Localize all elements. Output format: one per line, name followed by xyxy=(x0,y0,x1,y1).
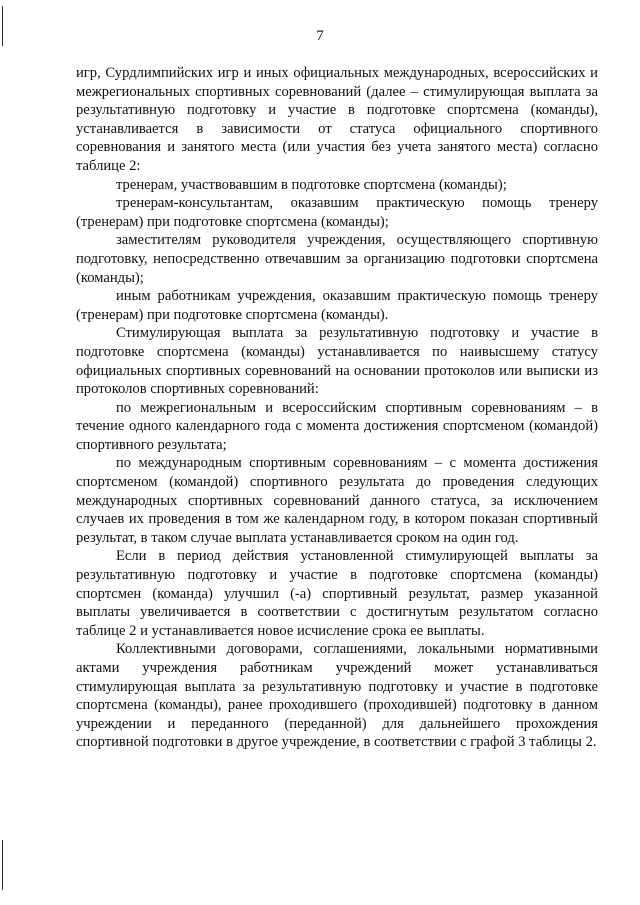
list-item-deputy-directors: заместителям руководителя учреждения, осуществляющего спортивную подготовку, непосредственно отвечавшим за организацию подготовки спортсмена (команды); xyxy=(76,232,598,286)
list-item-interregional: по межрегиональным и всероссийским спортивным соревнованиям – в течение одного календарного года с момента достижения спортсменом (командой) спортивного результата; xyxy=(76,399,598,453)
document-body xyxy=(76,64,598,752)
list-item-coaches: тренерам, участвовавшим в подготовке спортсмена (команды); xyxy=(116,176,507,193)
paragraph-highest-status: Стимулирующая выплата за результативную подготовку и участие в подготовке спортсмена (команды) устанавливается по наивысшему статусу официальных спортивных соревнований на основании протоколов или выписки из протоколов спортивных соревнований: xyxy=(76,325,598,398)
paragraph-continuation: игр, Сурдлимпийских игр и иных официальных международных, всероссийских и межрегиональных спортивных соревнований (далее – стимулирующая выплата за результативную подготовку и участие в подготовке спортсмена (команды), устанавливается в зависимости от статуса официального спортивного соревнования и занятого места (или участия без учета занятого места) согласно таблице 2: xyxy=(76,65,598,174)
paragraph-collective-agreements: Коллективными договорами, соглашениями, локальными нормативными актами учреждения работникам учреждений может устанавливаться стимулирующая выплата за результативную подготовку и участие в подготовке спортсмена (команды), ранее проходившего (проходившей) подготовку в данном учреждении и переданного (переданной) для дальнейшего прохождения спортивной подготовки в другое учреждение, в соответствии с графой 3 таблицы 2. xyxy=(76,641,598,751)
list-item-international: по международным спортивным соревнованиям – с момента достижения спортсменом (командой) спортивного результата до проведения следующих международных спортивных соревнований данного статуса, за исключением случаев их проведения в том же календарном году, в котором показан спортивный результат, в таком случае выплата устанавливается сроком на один год. xyxy=(76,455,598,546)
paragraph-improved-result: Если в период действия установленной стимулирующей выплаты за результативную подготовку и участие в подготовке спортсмена (команды) спортсмен (команда) улучшил (-а) спортивный результат, размер указанной выплаты увеличивается в соответствии с достигнутым результатом согласно таблице 2 и устанавливается новое исчисление срока ее выплаты. xyxy=(76,548,598,639)
list-item-consultant-coaches: тренерам-консультантам, оказавшим практическую помощь тренеру (тренерам) при подготовке спортсмена (команды); xyxy=(76,195,598,230)
page-number: 7 xyxy=(316,28,324,44)
scan-edge-mark-bottom xyxy=(2,840,3,890)
list-item-other-staff: иным работникам учреждения, оказавшим практическую помощь тренеру (тренерам) при подготовке спортсмена (команды). xyxy=(76,288,598,323)
